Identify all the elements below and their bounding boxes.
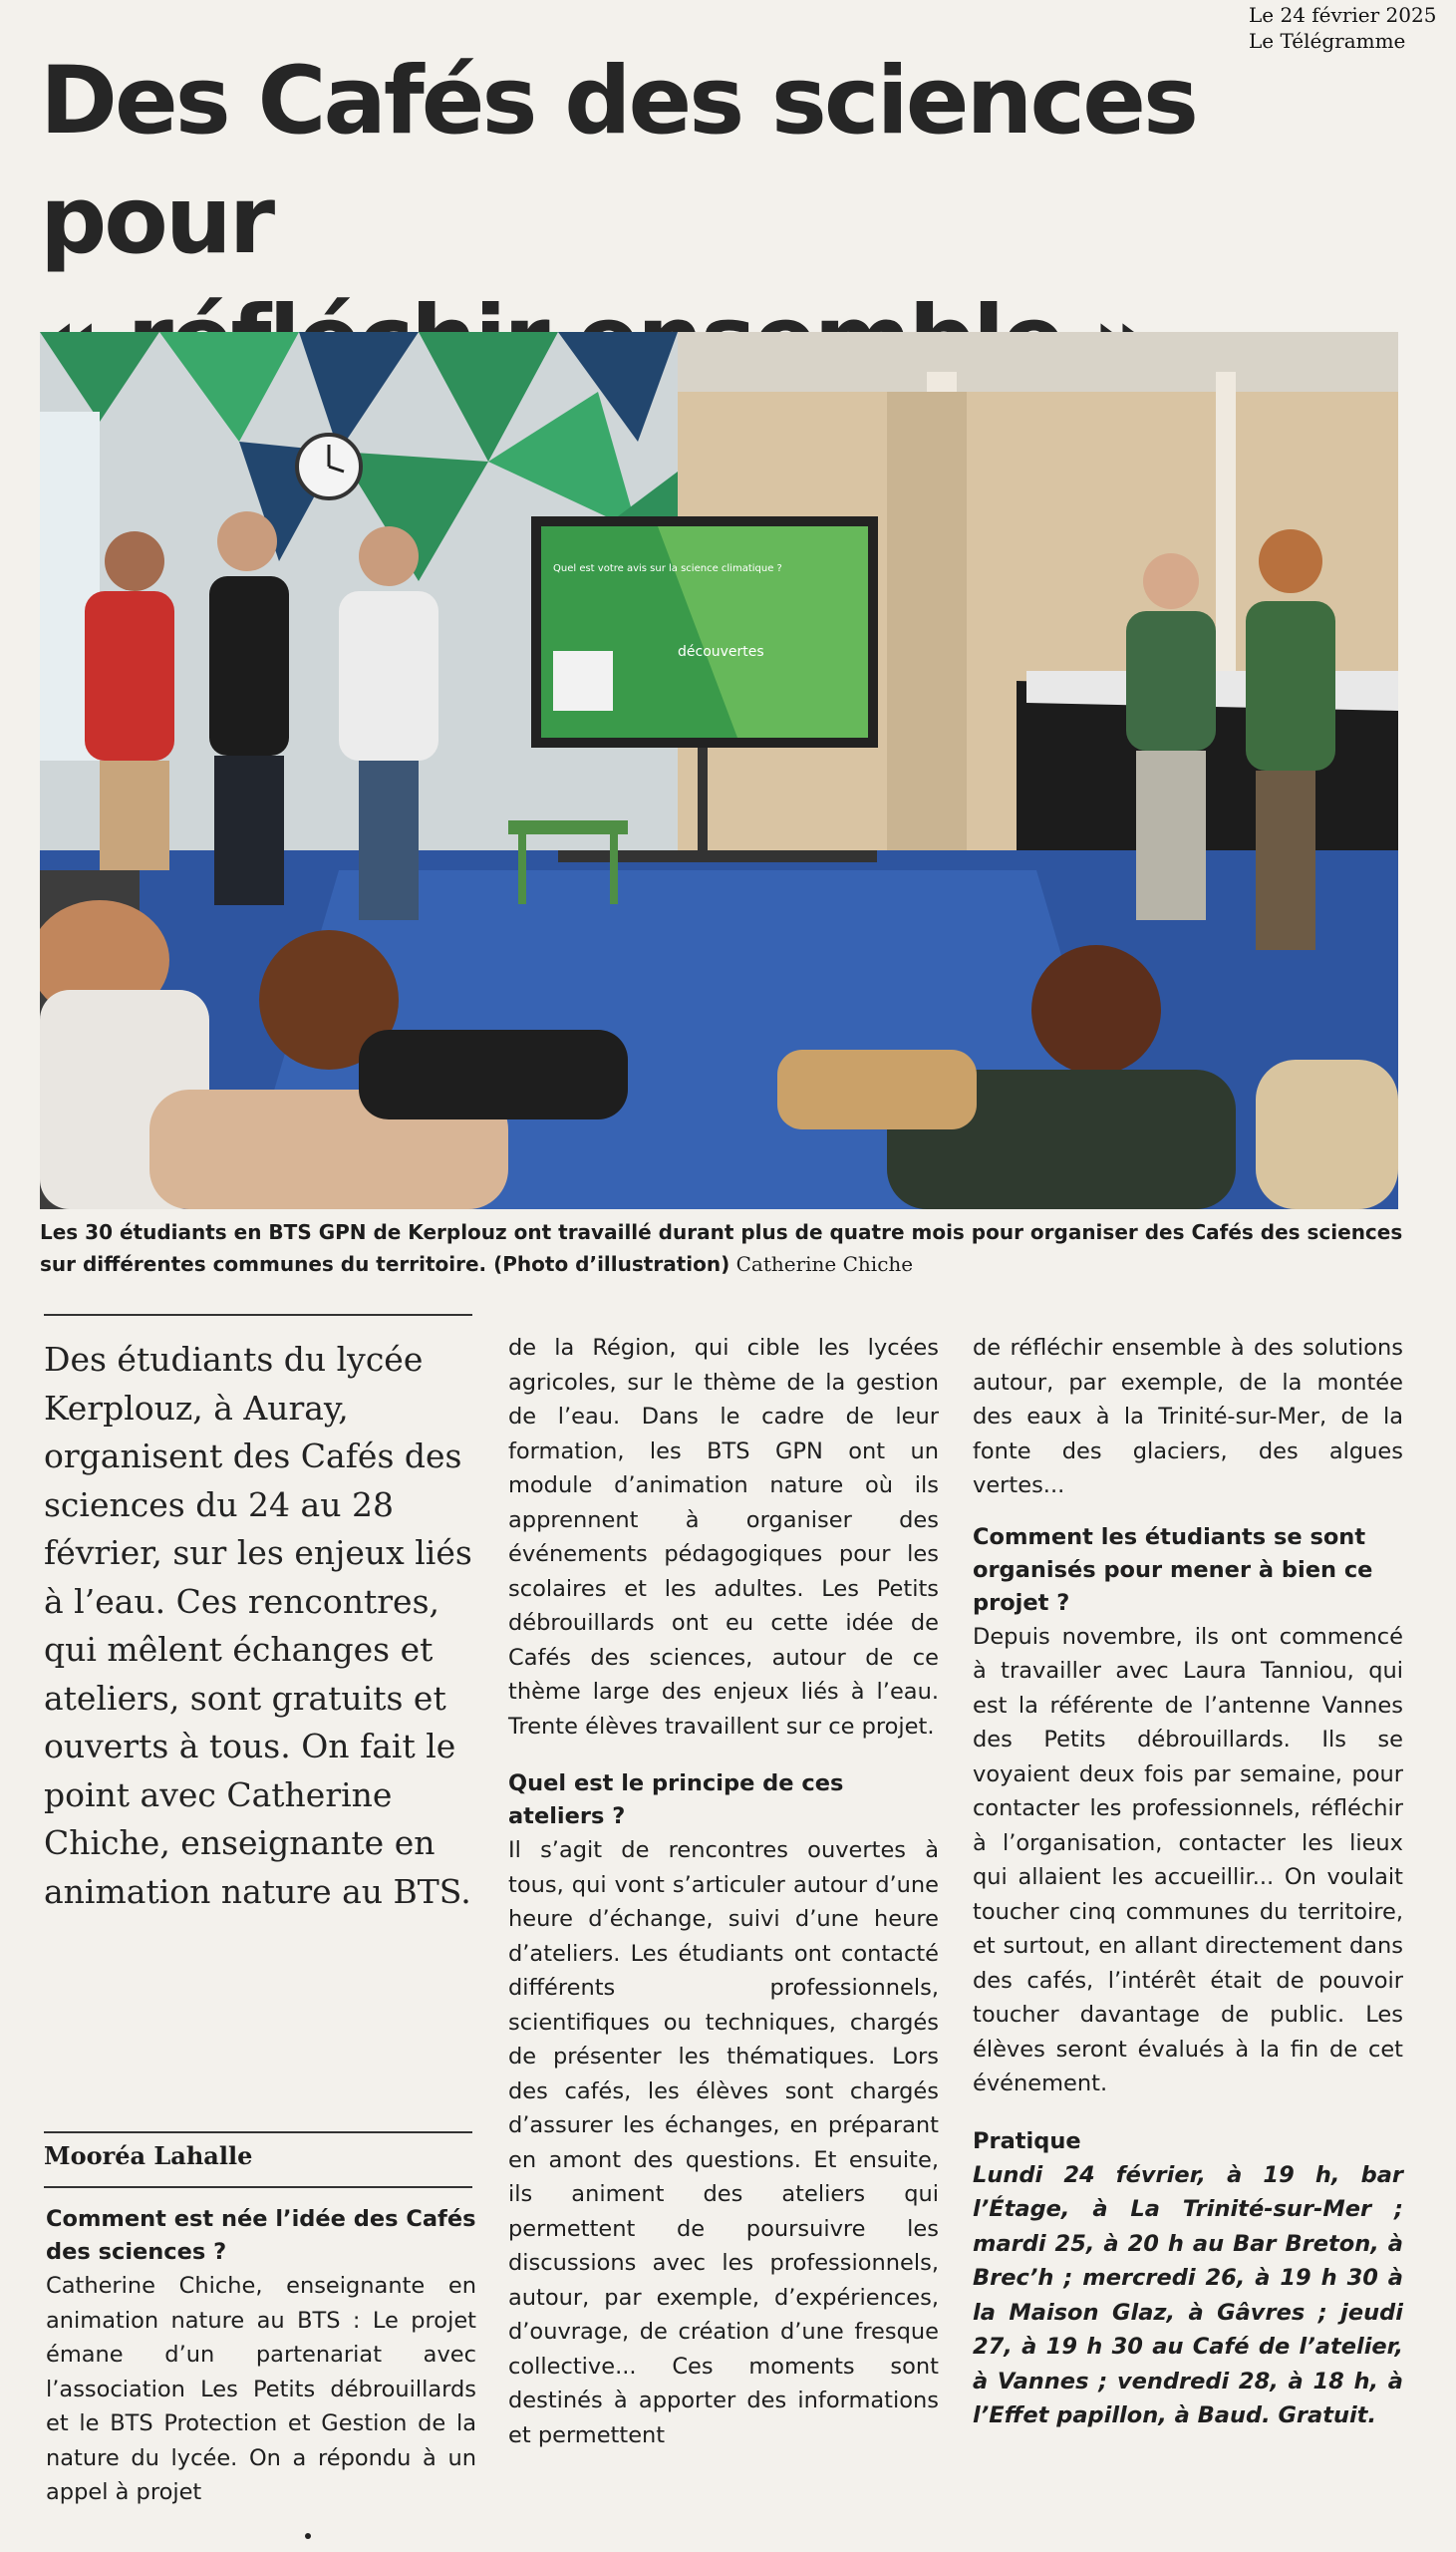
question-1-heading: Comment est née l’idée des Cafés des sciences ?	[46, 2206, 476, 2265]
question-3-heading: Comment les étudiants se sont organisés pour mener à bien ce projet ?	[973, 1523, 1373, 1616]
article-photo	[40, 332, 1398, 1209]
byline-rule	[44, 2131, 472, 2133]
column-2-paragraph-1: de la Région, qui cible les lycées agricoles, sur le thème de la gestion de l’eau. Dans le cadre de leur formation, les BTS GPN ont un module d’animation nature où ils apprennent à organiser des événements pédagogiques pour les scolaires et les adultes. Les Petits débrouillards ont eu cette idée de Cafés des sciences, autour de ce thème large des enjeux liés à l’eau. Trente élèves travaillent sur ce projet.	[508, 1335, 939, 1740]
headline-line-1: Des Cafés des sciences pour	[40, 47, 1196, 275]
lede-top-rule	[44, 1314, 472, 1316]
classroom-illustration	[40, 332, 1398, 1209]
article-column-3	[973, 1331, 1403, 2433]
practical-heading: Pratique	[973, 2127, 1081, 2154]
column-3-paragraph-2: Depuis novembre, ils ont commencé à travailler avec Laura Tanniou, qui est la référente de l’antenne Vannes des Petits débrouillards. Ils se voyaient deux fois par semaine, pour contacter les professionnels, réfléchir à l’organisation, contacter les lieux qui allaient les accueillir... On voulait toucher cinq communes du territoire, et surtout, en allant directement dans des cafés, l’intérêt était de pouvoir toucher davantage de public. Les élèves seront évalués à la fin de cet événement.	[973, 1623, 1403, 2096]
caption-credit: Catherine Chiche	[735, 1252, 914, 1276]
photo-caption	[40, 1216, 1405, 1280]
article-byline: Mooréa Lahalle	[44, 2141, 253, 2170]
column-2-paragraph-2: Il s’agit de rencontres ouvertes à tous, qui vont s’articuler autour d’une heure d’échange, suivi d’une heure d’ateliers. Les étudiants ont contacté différents professionnels, scientifiques ou techniques, chargés de présenter les thématiques. Lors des cafés, les élèves sont chargés d’assurer les échanges, en préparant en amont des questions. Et ensuite, ils animent des ateliers qui permettent de poursuivre les discussions avec les professionnels, autour, par exemple, d’expériences, d’ouvrage, de création d’une fresque collective... Ces moments sont destinés à apporter des informations et permettent	[508, 1837, 939, 2448]
publication-name: Le Télégramme	[1249, 29, 1406, 53]
question-1-answer: Catherine Chiche, enseignante en animation nature au BTS : Le projet émane d’un partenariat avec l’association Les Petits débrouillards et le BTS Protection et Gestion de la nature du lycée. On a répondu à un appel à projet	[46, 2273, 476, 2505]
question-2-heading: Quel est le principe de ces ateliers ?	[508, 1770, 844, 1829]
article-column-2	[508, 1331, 939, 2452]
article-lede: Des étudiants du lycée Kerplouz, à Auray, organisent des Cafés des sciences du 24 au 28 février, sur les enjeux liés à l’eau. Ces rencontres, qui mêlent échanges et ateliers, sont gratuits et ouverts à tous. On fait le point avec Catherine Chiche, enseignante en animation nature au BTS.	[44, 1340, 472, 1911]
screen-word: découvertes	[678, 644, 764, 660]
publication-date: Le 24 février 2025	[1249, 3, 1437, 27]
article-column-1	[46, 2203, 476, 2510]
practical-info: Lundi 24 février, à 19 h, bar l’Étage, à La Trinité-sur-Mer ; mardi 25, à 20 h au Bar Breton, à Brec’h ; mercredi 26, à 19 h 30 à la Maison Glaz, à Gâvres ; jeudi 27, à 19 h 30 au Café de l’atelier, à Vannes ; vendredi 28, à 18 h, à l’Effet papillon, à Baud. Gratuit.	[973, 2161, 1403, 2428]
column-end-dot	[305, 2533, 311, 2539]
caption-text: Les 30 étudiants en BTS GPN de Kerplouz ont travaillé durant plus de quatre mois pour organiser des Cafés des sciences sur différentes communes du territoire. (Photo d’illustration)	[40, 1220, 1403, 1276]
byline-bottom-rule	[44, 2186, 472, 2188]
column-3-paragraph-1: de réfléchir ensemble à des solutions autour, par exemple, de la montée des eaux à la Trinité-sur-Mer, de la fonte des glaciers, des algues vertes...	[973, 1335, 1403, 1498]
screen-question: Quel est votre avis sur la science climatique ?	[553, 563, 782, 574]
